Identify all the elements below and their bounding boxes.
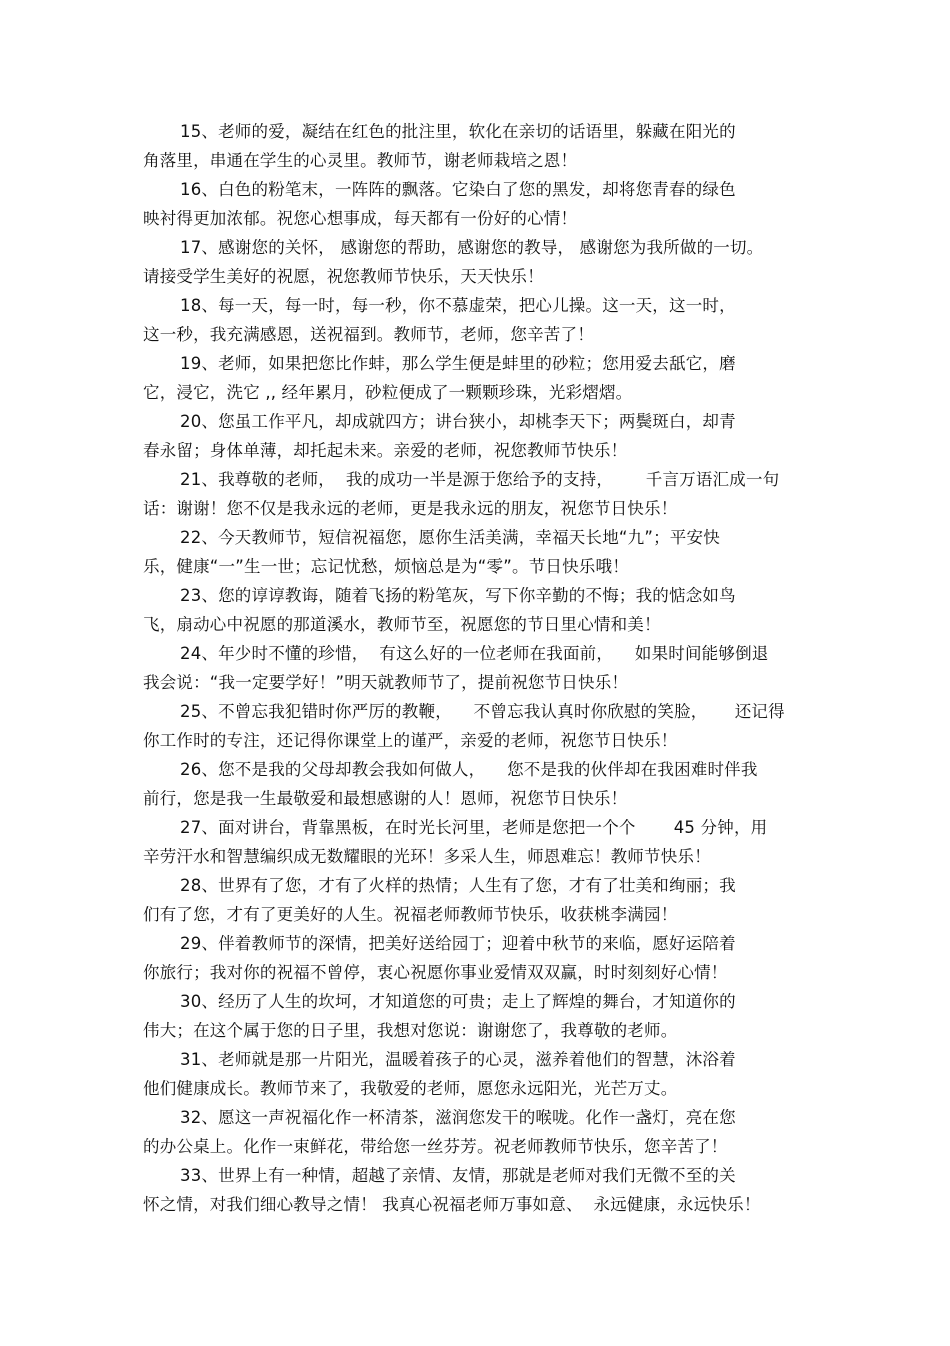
list-item (143, 987, 808, 1045)
paragraph-line: 33、世界上有一种情，超越了亲情、友情，那就是老师对我们无微不至的关 (180, 1166, 736, 1185)
list-item (143, 117, 808, 175)
paragraph-line: 映衬得更加浓郁。祝您心想事成，每天都有一份好的心情！ (143, 209, 578, 228)
paragraph-line: 23、您的谆谆教诲，随着飞扬的粉笔灰，写下你辛勤的不悔；我的惦念如鸟 (180, 586, 736, 605)
paragraph-line: 22、今天教师节，短信祝福您，愿你生活美满，幸福天长地“九”；平安快 (180, 528, 720, 547)
paragraph-line: 飞，扇动心中祝愿的那道溪水，教师节至，祝愿您的节日里心情和美！ (143, 615, 661, 634)
paragraph-line: 30、经历了人生的坎坷，才知道您的可贵；走上了辉煌的舞台，才知道你的 (180, 992, 736, 1011)
paragraph-line: 20、您虽工作平凡，却成就四方；讲台狭小，却桃李天下；两鬓斑白，却青 (180, 412, 736, 431)
paragraph-line: 19、老师，如果把您比作蚌，那么学生便是蚌里的砂粒；您用爱去舐它，磨 (180, 354, 736, 373)
paragraph-line: 乐，健康“一”生一世；忘记忧愁，烦恼总是为“零”。节日快乐哦！ (143, 557, 629, 576)
list-item (143, 871, 808, 929)
list-item (143, 755, 808, 813)
list-item (143, 639, 808, 697)
paragraph-line: 31、老师就是那一片阳光，温暖着孩子的心灵，滋养着他们的智慧，沐浴着 (180, 1050, 736, 1069)
list-item (143, 697, 808, 755)
list-item (143, 465, 808, 523)
list-item (143, 1161, 808, 1219)
paragraph-line: 话：谢谢！您不仅是我永远的老师，更是我永远的朋友，祝您节日快乐！ (143, 499, 678, 518)
paragraph-line: 的办公桌上。化作一束鲜花，带给您一丝芬芳。祝老师教师节快乐，您辛苦了！ (143, 1137, 728, 1156)
paragraph-line: 16、白色的粉笔末，一阵阵的飘落。它染白了您的黑发，却将您青春的绿色 (180, 180, 736, 199)
list-item (143, 813, 808, 871)
list-item (143, 349, 808, 407)
paragraph-line: 你旅行；我对你的祝福不曾停，衷心祝愿你事业爱情双双赢，时时刻刻好心情！ (143, 963, 728, 982)
paragraph-line: 这一秒，我充满感恩，送祝福到。教师节，老师，您辛苦了！ (143, 325, 594, 344)
paragraph-line: 21、我尊敬的老师， 我的成功一半是源于您给予的支持， 千言万语汇成一句 (180, 470, 780, 489)
paragraph-line: 18、每一天，每一时，每一秒，你不慕虚荣，把心儿操。这一天，这一时， (180, 296, 736, 315)
list-item (143, 581, 808, 639)
paragraph-line: 26、您不是我的父母却教会我如何做人， 您不是我的伙伴却在我困难时伴我 (180, 760, 758, 779)
paragraph-line: 角落里，串通在学生的心灵里。教师节，谢老师栽培之恩！ (143, 151, 578, 170)
paragraph-line: 29、伴着教师节的深情，把美好送给园丁；迎着中秋节的来临，愿好运陪着 (180, 934, 736, 953)
paragraph-line: 24、年少时不懂的珍惜， 有这么好的一位老师在我面前， 如果时间能够倒退 (180, 644, 769, 663)
paragraph-line: 32、愿这一声祝福化作一杯清茶，滋润您发干的喉咙。化作一盏灯，亮在您 (180, 1108, 736, 1127)
list-item (143, 1103, 808, 1161)
paragraph-line: 15、老师的爱，凝结在红色的批注里，软化在亲切的话语里，躲藏在阳光的 (180, 122, 736, 141)
paragraph-line: 我会说：“我一定要学好！”明天就教师节了，提前祝您节日快乐！ (143, 673, 629, 692)
paragraph-line: 春永留；身体单薄，却托起未来。亲爱的老师，祝您教师节快乐！ (143, 441, 628, 460)
document-body (143, 117, 808, 1219)
paragraph-line: 27、面对讲台，背靠黑板，在时光长河里，老师是您把一个个 45 分钟，用 (180, 818, 768, 837)
paragraph-line: 你工作时的专注，还记得你课堂上的谨严，亲爱的老师，祝您节日快乐！ (143, 731, 678, 750)
paragraph-line: 请接受学生美好的祝愿，祝您教师节快乐，天天快乐！ (143, 267, 544, 286)
list-item (143, 175, 808, 233)
list-item (143, 523, 808, 581)
list-item (143, 291, 808, 349)
paragraph-line: 17、感谢您的关怀， 感谢您的帮助，感谢您的教导， 感谢您为我所做的一切。 (180, 238, 764, 257)
list-item (143, 929, 808, 987)
list-item (143, 233, 808, 291)
paragraph-line: 25、不曾忘我犯错时你严厉的教鞭， 不曾忘我认真时你欣慰的笑脸， 还记得 (180, 702, 785, 721)
paragraph-line: 他们健康成长。教师节来了，我敬爱的老师，愿您永远阳光，光芒万丈。 (143, 1079, 678, 1098)
paragraph-line: 怀之情，对我们细心教导之情！ 我真心祝福老师万事如意、 永远健康，永远快乐！ (143, 1195, 761, 1214)
paragraph-line: 28、世界有了您，才有了火样的热情；人生有了您，才有了壮美和绚丽；我 (180, 876, 736, 895)
list-item (143, 1045, 808, 1103)
paragraph-line: 们有了您，才有了更美好的人生。祝福老师教师节快乐，收获桃李满园！ (143, 905, 678, 924)
paragraph-line: 辛劳汗水和智慧编织成无数耀眼的光环！多采人生，师恩难忘！教师节快乐！ (143, 847, 711, 866)
paragraph-line: 伟大；在这个属于您的日子里，我想对您说：谢谢您了，我尊敬的老师。 (143, 1021, 678, 1040)
paragraph-line: 它，浸它，洗它 ,, 经年累月，砂粒便成了一颗颗珍珠，光彩熠熠。 (143, 383, 633, 402)
list-item (143, 407, 808, 465)
paragraph-line: 前行，您是我一生最敬爱和最想感谢的人！恩师，祝您节日快乐！ (143, 789, 628, 808)
